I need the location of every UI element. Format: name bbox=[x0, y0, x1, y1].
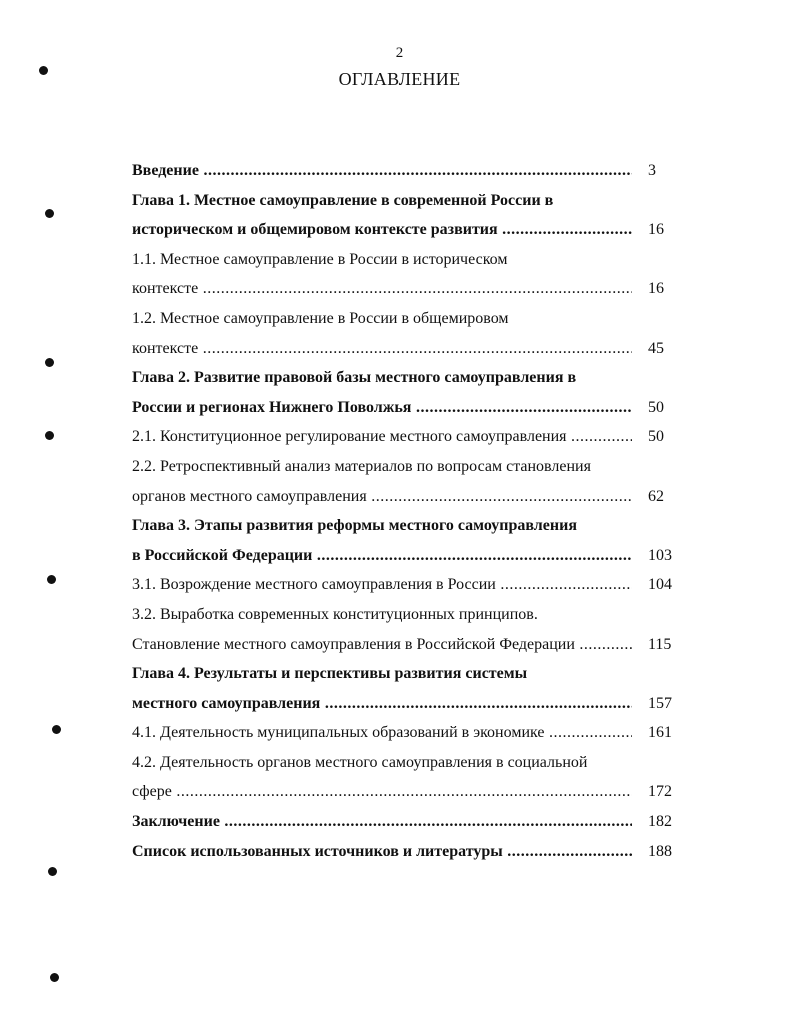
toc-entry bbox=[132, 215, 692, 245]
toc-entry-text: Глава 2. Развитие правовой базы местного самоуправления в bbox=[132, 369, 577, 387]
toc-entry-text: Введение ..... bbox=[132, 156, 632, 186]
toc-entry-text: Становление местного самоуправления в Российской Федерации ..... bbox=[132, 630, 632, 660]
toc-entry bbox=[132, 837, 692, 867]
toc-entry bbox=[132, 511, 692, 541]
toc-entry bbox=[132, 186, 692, 216]
toc-entry-text: органов местного самоуправления ..... bbox=[132, 482, 632, 512]
toc-entry-text: контексте ..... bbox=[132, 334, 632, 364]
toc-entry-text: историческом и общемировом контексте развития ..... bbox=[132, 215, 632, 245]
toc-entry-page: 182 bbox=[648, 813, 672, 831]
toc-entry-text: сфере ..... bbox=[132, 777, 632, 807]
toc-entry-text: 2.2. Ретроспективный анализ материалов по вопросам становления bbox=[132, 457, 591, 475]
binder-hole-dot bbox=[48, 867, 57, 876]
toc-entry-page: 3 bbox=[648, 162, 656, 179]
toc-entry bbox=[132, 245, 692, 275]
toc-entry-page: 172 bbox=[648, 783, 672, 801]
toc-entry bbox=[132, 541, 692, 571]
toc-entry-text: Глава 1. Местное самоуправление в современной России в bbox=[132, 191, 554, 209]
binder-hole-dot bbox=[45, 209, 54, 218]
toc-entry-text: в Российской Федерации ..... bbox=[132, 541, 632, 571]
toc-entry bbox=[132, 630, 692, 660]
toc-entry bbox=[132, 304, 692, 334]
toc-entry bbox=[132, 689, 692, 719]
toc-entry bbox=[132, 807, 692, 837]
toc-entry-text: 3.2. Выработка современных конституционных принципов. bbox=[132, 605, 538, 623]
toc-entry-text: Глава 3. Этапы развития реформы местного самоуправления bbox=[132, 517, 577, 535]
binder-hole-dot bbox=[52, 725, 61, 734]
toc-entry bbox=[132, 570, 692, 600]
binder-hole-dot bbox=[45, 431, 54, 440]
toc-entry-text: местного самоуправления ..... bbox=[132, 689, 632, 719]
binder-hole-dot bbox=[47, 575, 56, 584]
toc-entry bbox=[132, 659, 692, 689]
toc-entry-text: России и регионах Нижнего Поволжья ..... bbox=[132, 393, 632, 423]
toc-entry-page: 103 bbox=[648, 546, 672, 564]
page-number: 2 bbox=[395, 45, 404, 61]
toc-entry-text: контексте ..... bbox=[132, 274, 632, 304]
binder-hole-dot bbox=[45, 358, 54, 367]
toc-entry-text: 4.1. Деятельность муниципальных образований в экономике ..... bbox=[132, 718, 632, 748]
toc-entry-text: 3.1. Возрождение местного самоуправления в России ..... bbox=[132, 570, 632, 600]
toc-entry-text: 1.2. Местное самоуправление в России в общемировом bbox=[132, 309, 509, 327]
binder-hole-dot bbox=[39, 66, 48, 75]
toc-entry bbox=[132, 156, 692, 186]
toc-entry-text: 4.2. Деятельность органов местного самоуправления в социальной bbox=[132, 753, 588, 771]
table-of-contents bbox=[132, 156, 692, 866]
toc-entry-page: 50 bbox=[648, 398, 664, 416]
toc-entry-page: 62 bbox=[648, 487, 664, 505]
toc-entry bbox=[132, 482, 692, 512]
toc-entry bbox=[132, 334, 692, 364]
page-title: ОГЛАВЛЕНИЕ bbox=[338, 69, 461, 89]
toc-entry bbox=[132, 363, 692, 393]
toc-entry bbox=[132, 422, 692, 452]
toc-entry bbox=[132, 393, 692, 423]
toc-entry bbox=[132, 452, 692, 482]
toc-entry-page: 157 bbox=[648, 694, 672, 712]
toc-entry bbox=[132, 274, 692, 304]
toc-entry-page: 50 bbox=[648, 428, 664, 446]
toc-entry-page: 104 bbox=[648, 576, 672, 594]
toc-entry-text: 1.1. Местное самоуправление в России в историческом bbox=[132, 250, 508, 268]
toc-entry-page: 188 bbox=[648, 842, 672, 860]
toc-entry-text: Заключение ..... bbox=[132, 807, 632, 837]
toc-entry bbox=[132, 748, 692, 778]
toc-entry-text: Глава 4. Результаты и перспективы развития системы bbox=[132, 665, 528, 683]
toc-entry-page: 16 bbox=[648, 221, 664, 239]
toc-entry-page: 16 bbox=[648, 280, 664, 298]
toc-entry bbox=[132, 777, 692, 807]
toc-entry bbox=[132, 718, 692, 748]
toc-entry-text: Список использованных источников и литературы ..... bbox=[132, 837, 632, 867]
toc-entry-text: 2.1. Конституционное регулирование местного самоуправления ..... bbox=[132, 422, 632, 452]
toc-entry-page: 161 bbox=[648, 724, 672, 742]
toc-entry-page: 115 bbox=[648, 635, 672, 653]
toc-entry-page: 45 bbox=[648, 339, 664, 357]
binder-hole-dot bbox=[50, 973, 59, 982]
toc-entry bbox=[132, 600, 692, 630]
